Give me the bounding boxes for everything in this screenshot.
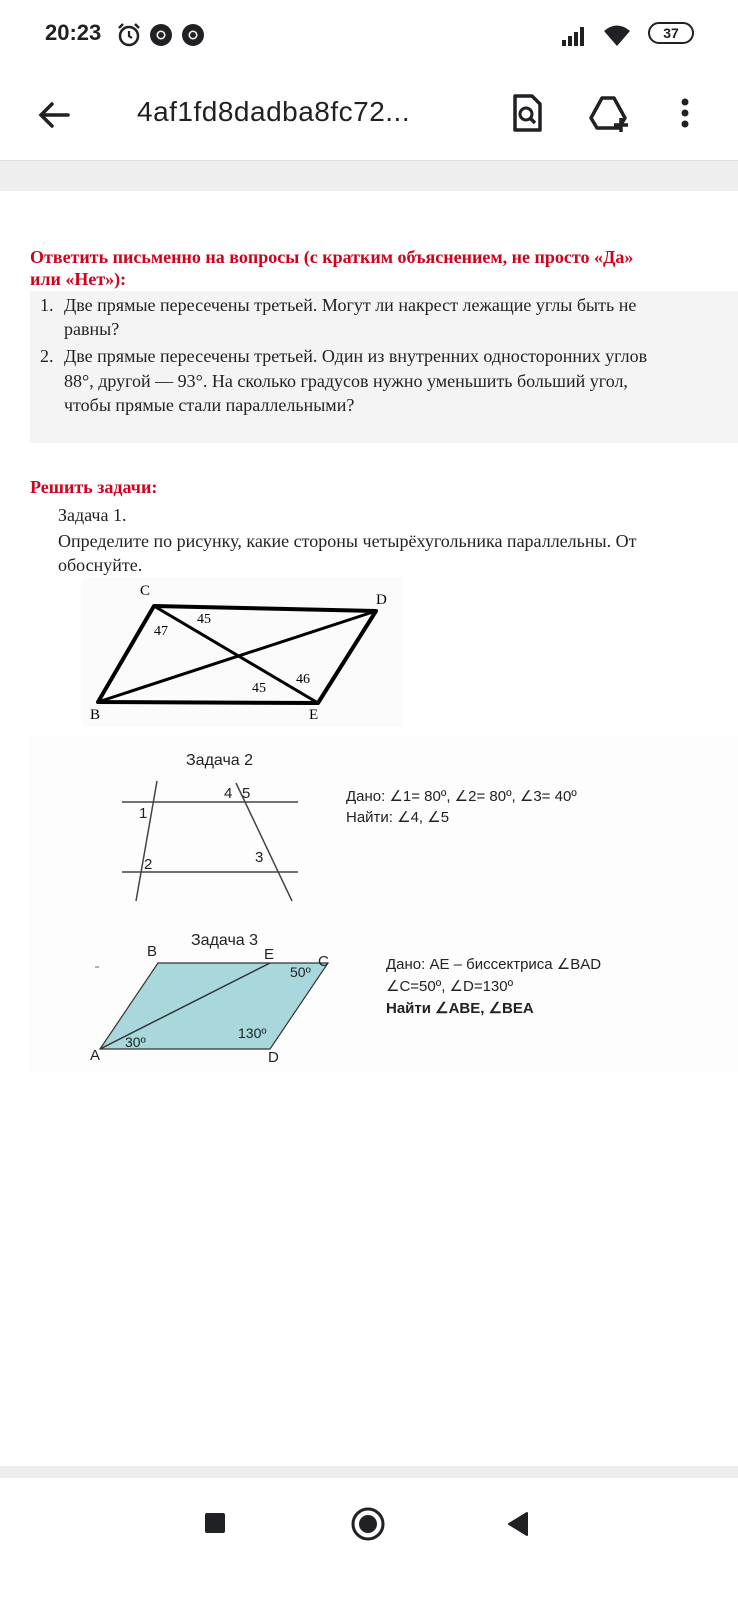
- home-icon[interactable]: [350, 1506, 386, 1542]
- angle-30: 30º: [125, 1034, 146, 1050]
- questions-heading-line1: Ответить письменно на вопросы (с кратким объяснением, не просто «Да»: [30, 247, 634, 267]
- label-c: C: [140, 583, 151, 599]
- label-b: B: [90, 707, 101, 723]
- recents-icon[interactable]: [203, 1511, 227, 1535]
- task1-line1: Определите по рисунку, какие стороны четырёхугольника параллельны. От: [58, 531, 637, 551]
- label-a3: A: [90, 1047, 101, 1064]
- label-b3: B: [147, 943, 158, 960]
- status-time: 20:23: [45, 20, 102, 45]
- figure-task2: [112, 771, 312, 906]
- label-e3: E: [264, 946, 275, 963]
- find-in-page-icon[interactable]: [502, 88, 552, 138]
- task2-given: Дано: ∠1= 80º, ∠2= 80º, ∠3= 40º: [346, 788, 577, 805]
- task1-title: Задача 1.: [58, 505, 127, 525]
- alarm-icon: [116, 22, 142, 48]
- back-nav-icon[interactable]: [506, 1511, 530, 1537]
- task2-title: Задача 2: [186, 752, 254, 769]
- figure-task3: [85, 943, 345, 1073]
- angle-45-bottom: 45: [252, 681, 266, 696]
- document-page: [0, 191, 738, 1466]
- app-bar: [0, 70, 738, 161]
- task3-title: Задача 3: [191, 932, 259, 949]
- angle-50: 50º: [290, 964, 311, 980]
- add-to-drive-icon[interactable]: [585, 88, 635, 138]
- signal-icon: [560, 22, 590, 48]
- angle-45-top: 45: [197, 612, 211, 627]
- questions-heading-line2: или «Нет»):: [30, 269, 127, 289]
- angle-label-2: 2: [144, 856, 153, 873]
- label-c3: C: [318, 953, 329, 970]
- q2-number: 2.: [40, 346, 54, 366]
- angle-46: 46: [296, 672, 310, 687]
- task3-given-line2: ∠C=50º, ∠D=130º: [386, 978, 514, 995]
- task2-find: Найти: ∠4, ∠5: [346, 809, 450, 826]
- angle-label-5: 5: [242, 785, 251, 802]
- document-title: 4af1fd8dadba8fc72...: [137, 96, 411, 127]
- tasks-heading: Решить задачи:: [30, 477, 158, 497]
- status-bar: [0, 0, 738, 70]
- angle-label-3: 3: [255, 849, 264, 866]
- task3-find: Найти ∠ABE, ∠BEA: [386, 1000, 534, 1017]
- task3-given-line1: Дано: AE – биссектриса ∠BAD: [386, 956, 602, 973]
- label-d: D: [376, 592, 387, 608]
- chrome-icon: [148, 22, 174, 48]
- more-options-icon[interactable]: [670, 88, 700, 138]
- navigation-bar: [0, 1478, 738, 1599]
- angle-47: 47: [154, 624, 168, 639]
- label-d3: D: [268, 1049, 279, 1066]
- q1-number: 1.: [40, 295, 54, 315]
- q2-line1: Две прямые пересечены третьей. Один из внутренних односторонних углов: [64, 346, 648, 366]
- battery-indicator: 37: [648, 22, 694, 44]
- wifi-icon: [602, 22, 632, 48]
- angle-label-1: 1: [139, 805, 148, 822]
- q2-line3: чтобы прямые стали параллельными?: [64, 395, 355, 415]
- back-arrow-icon[interactable]: [30, 90, 80, 140]
- q2-line2: 88°, другой — 93°. На сколько градусов нужно уменьшить больший угол,: [64, 371, 628, 391]
- figure-task1: [82, 577, 402, 727]
- bottom-gap: [0, 1466, 738, 1478]
- transversal-left: [136, 781, 157, 901]
- angle-130: 130º: [238, 1025, 267, 1041]
- chrome-icon-2: [180, 22, 206, 48]
- label-e: E: [309, 707, 319, 723]
- q1-line1: Две прямые пересечены третьей. Могут ли накрест лежащие углы быть не: [64, 295, 637, 315]
- task1-line2: обоснуйте.: [58, 555, 143, 575]
- angle-label-4: 4: [224, 785, 233, 802]
- q1-line2: равны?: [64, 319, 120, 339]
- page-gap: [0, 161, 738, 191]
